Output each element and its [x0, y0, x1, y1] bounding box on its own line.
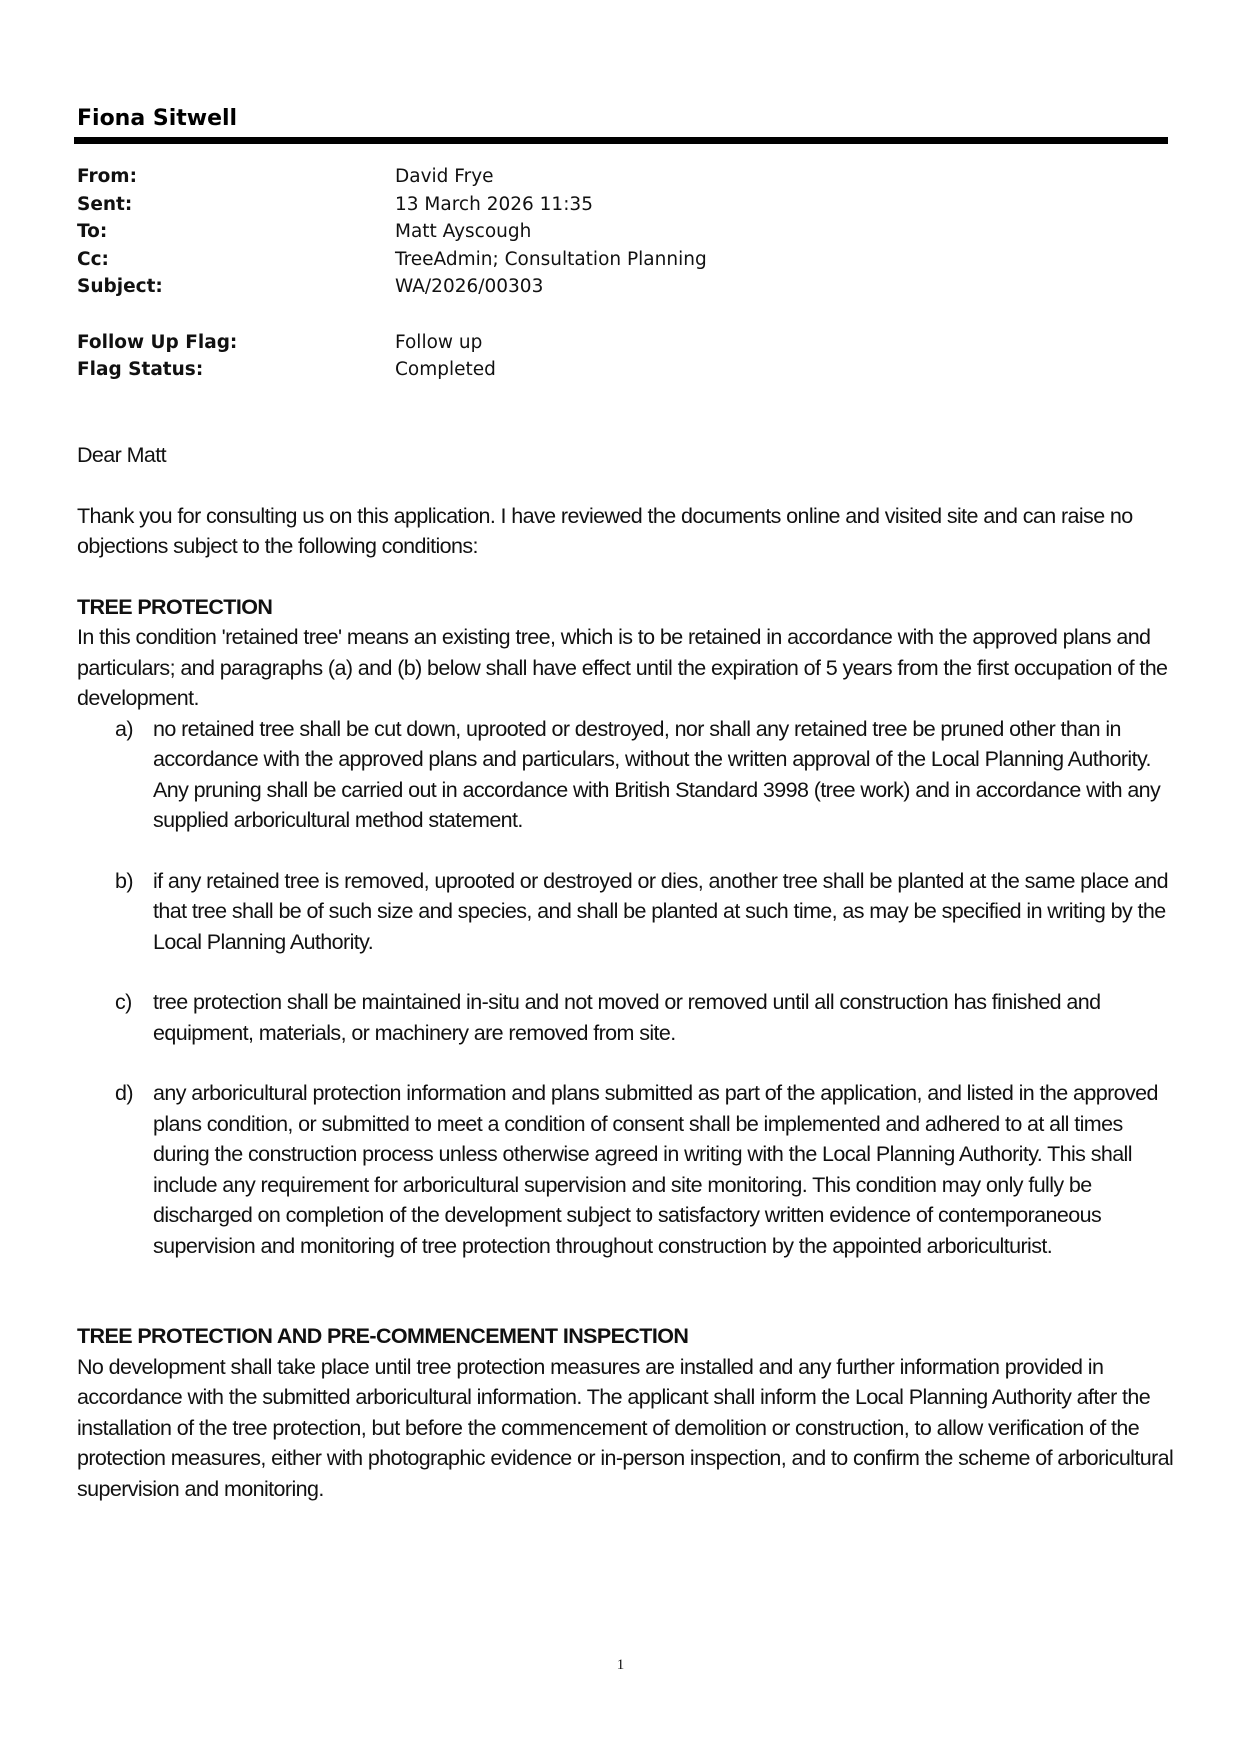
to-value: Matt Ayscough [395, 221, 532, 242]
condition-item-d [77, 1078, 1177, 1261]
section-heading-pre-commencement-inspection: TREE PROTECTION AND PRE-COMMENCEMENT INSPECTION [77, 1324, 689, 1348]
condition-list [77, 714, 1177, 1262]
header-subject-row [77, 276, 707, 304]
section-paragraph-pre-commencement-inspection: No development shall take place until tree protection measures are installed and any further information provided in accordance with the submitted arboricultural information. The applicant shall inform the Local Planning Authority after the installation of the tree protection, but before the commencement of demolition or construction, to allow verification of the protection measures, either with photographic evidence or in-person inspection, and to confirm the scheme of arboricultural supervision and monitoring. [77, 1354, 1174, 1501]
list-item-text: tree protection shall be maintained in-situ and not moved or removed until all construction has finished and equipment, materials, or machinery are removed from site. [153, 990, 1101, 1045]
list-marker: a) [115, 716, 133, 741]
follow-up-flag-label: Follow Up Flag: [77, 331, 238, 353]
flag-status-value: Completed [395, 359, 496, 380]
condition-item-c [77, 987, 1177, 1048]
list-marker: d) [115, 1081, 133, 1105]
condition-item-b [77, 866, 1177, 958]
email-body [77, 440, 1177, 1504]
header-flag-status-row [77, 359, 707, 387]
from-value: David Frye [395, 166, 494, 187]
header-follow-up-row [77, 332, 707, 360]
header-to-row [77, 221, 707, 249]
section-paragraph-tree-protection: In this condition 'retained tree' means an existing tree, which is to be retained in accordance with the approved plans and particulars; and paragraphs (a) and (b) below shall have effect until the expiration of 5 years from the first occupation of the development. [77, 625, 1168, 710]
subject-label: Subject: [77, 276, 163, 297]
list-marker: c) [115, 990, 132, 1014]
sent-label: Sent: [77, 193, 133, 215]
intro-paragraph: Thank you for consulting us on this application. I have reviewed the documents online and visited site and can raise no objections subject to the following conditions: [77, 503, 1133, 558]
list-item-text: no retained tree shall be cut down, uprooted or destroyed, nor shall any retained tree be pruned other than in accordance with the approved plans and particulars, without the written approval of the Local Planning Authority. Any pruning shall be carried out in accordance with British Standard 3998 (tree work) and in accordance with any supplied arboricultural method statement. [153, 716, 1161, 832]
cc-value: TreeAdmin; Consultation Planning [395, 248, 707, 270]
to-label: To: [77, 221, 108, 242]
cc-label: Cc: [77, 248, 109, 270]
list-marker: b) [115, 868, 133, 893]
condition-item-a [77, 714, 1177, 836]
page-number: 1 [616, 1657, 625, 1673]
subject-value: WA/2026/00303 [395, 276, 544, 297]
follow-up-flag-value: Follow up [395, 331, 483, 353]
section-heading-tree-protection: TREE PROTECTION [77, 594, 273, 619]
header-divider [74, 137, 1168, 144]
document-owner-name: Fiona Sitwell [77, 106, 238, 131]
header-sent-row [77, 194, 707, 222]
list-item-text: any arboricultural protection information and plans submitted as part of the application, and listed in the approved plans condition, or submitted to meet a condition of consent shall be implemented and adhered to at all times during the construction process unless otherwise agreed in writing with the Local Planning Authority. This shall include any requirement for arboricultural supervision and site monitoring. This condition may only fully be discharged on completion of the development subject to satisfactory written evidence of contemporaneous supervision and monitoring of tree protection throughout construction by the appointed arboriculturist. [153, 1081, 1158, 1258]
email-header [77, 166, 707, 387]
header-from-row [77, 166, 707, 194]
sent-value: 13 March 2026 11:35 [395, 193, 593, 215]
header-cc-row [77, 249, 707, 277]
list-item-text: if any retained tree is removed, uprooted or destroyed or dies, another tree shall be planted at the same place and that tree shall be of such size and species, and shall be planted at such time, as may be specified in writing by the Local Planning Authority. [153, 868, 1169, 954]
from-label: From: [77, 166, 137, 187]
greeting: Dear Matt [77, 443, 166, 467]
flag-status-label: Flag Status: [77, 359, 204, 380]
